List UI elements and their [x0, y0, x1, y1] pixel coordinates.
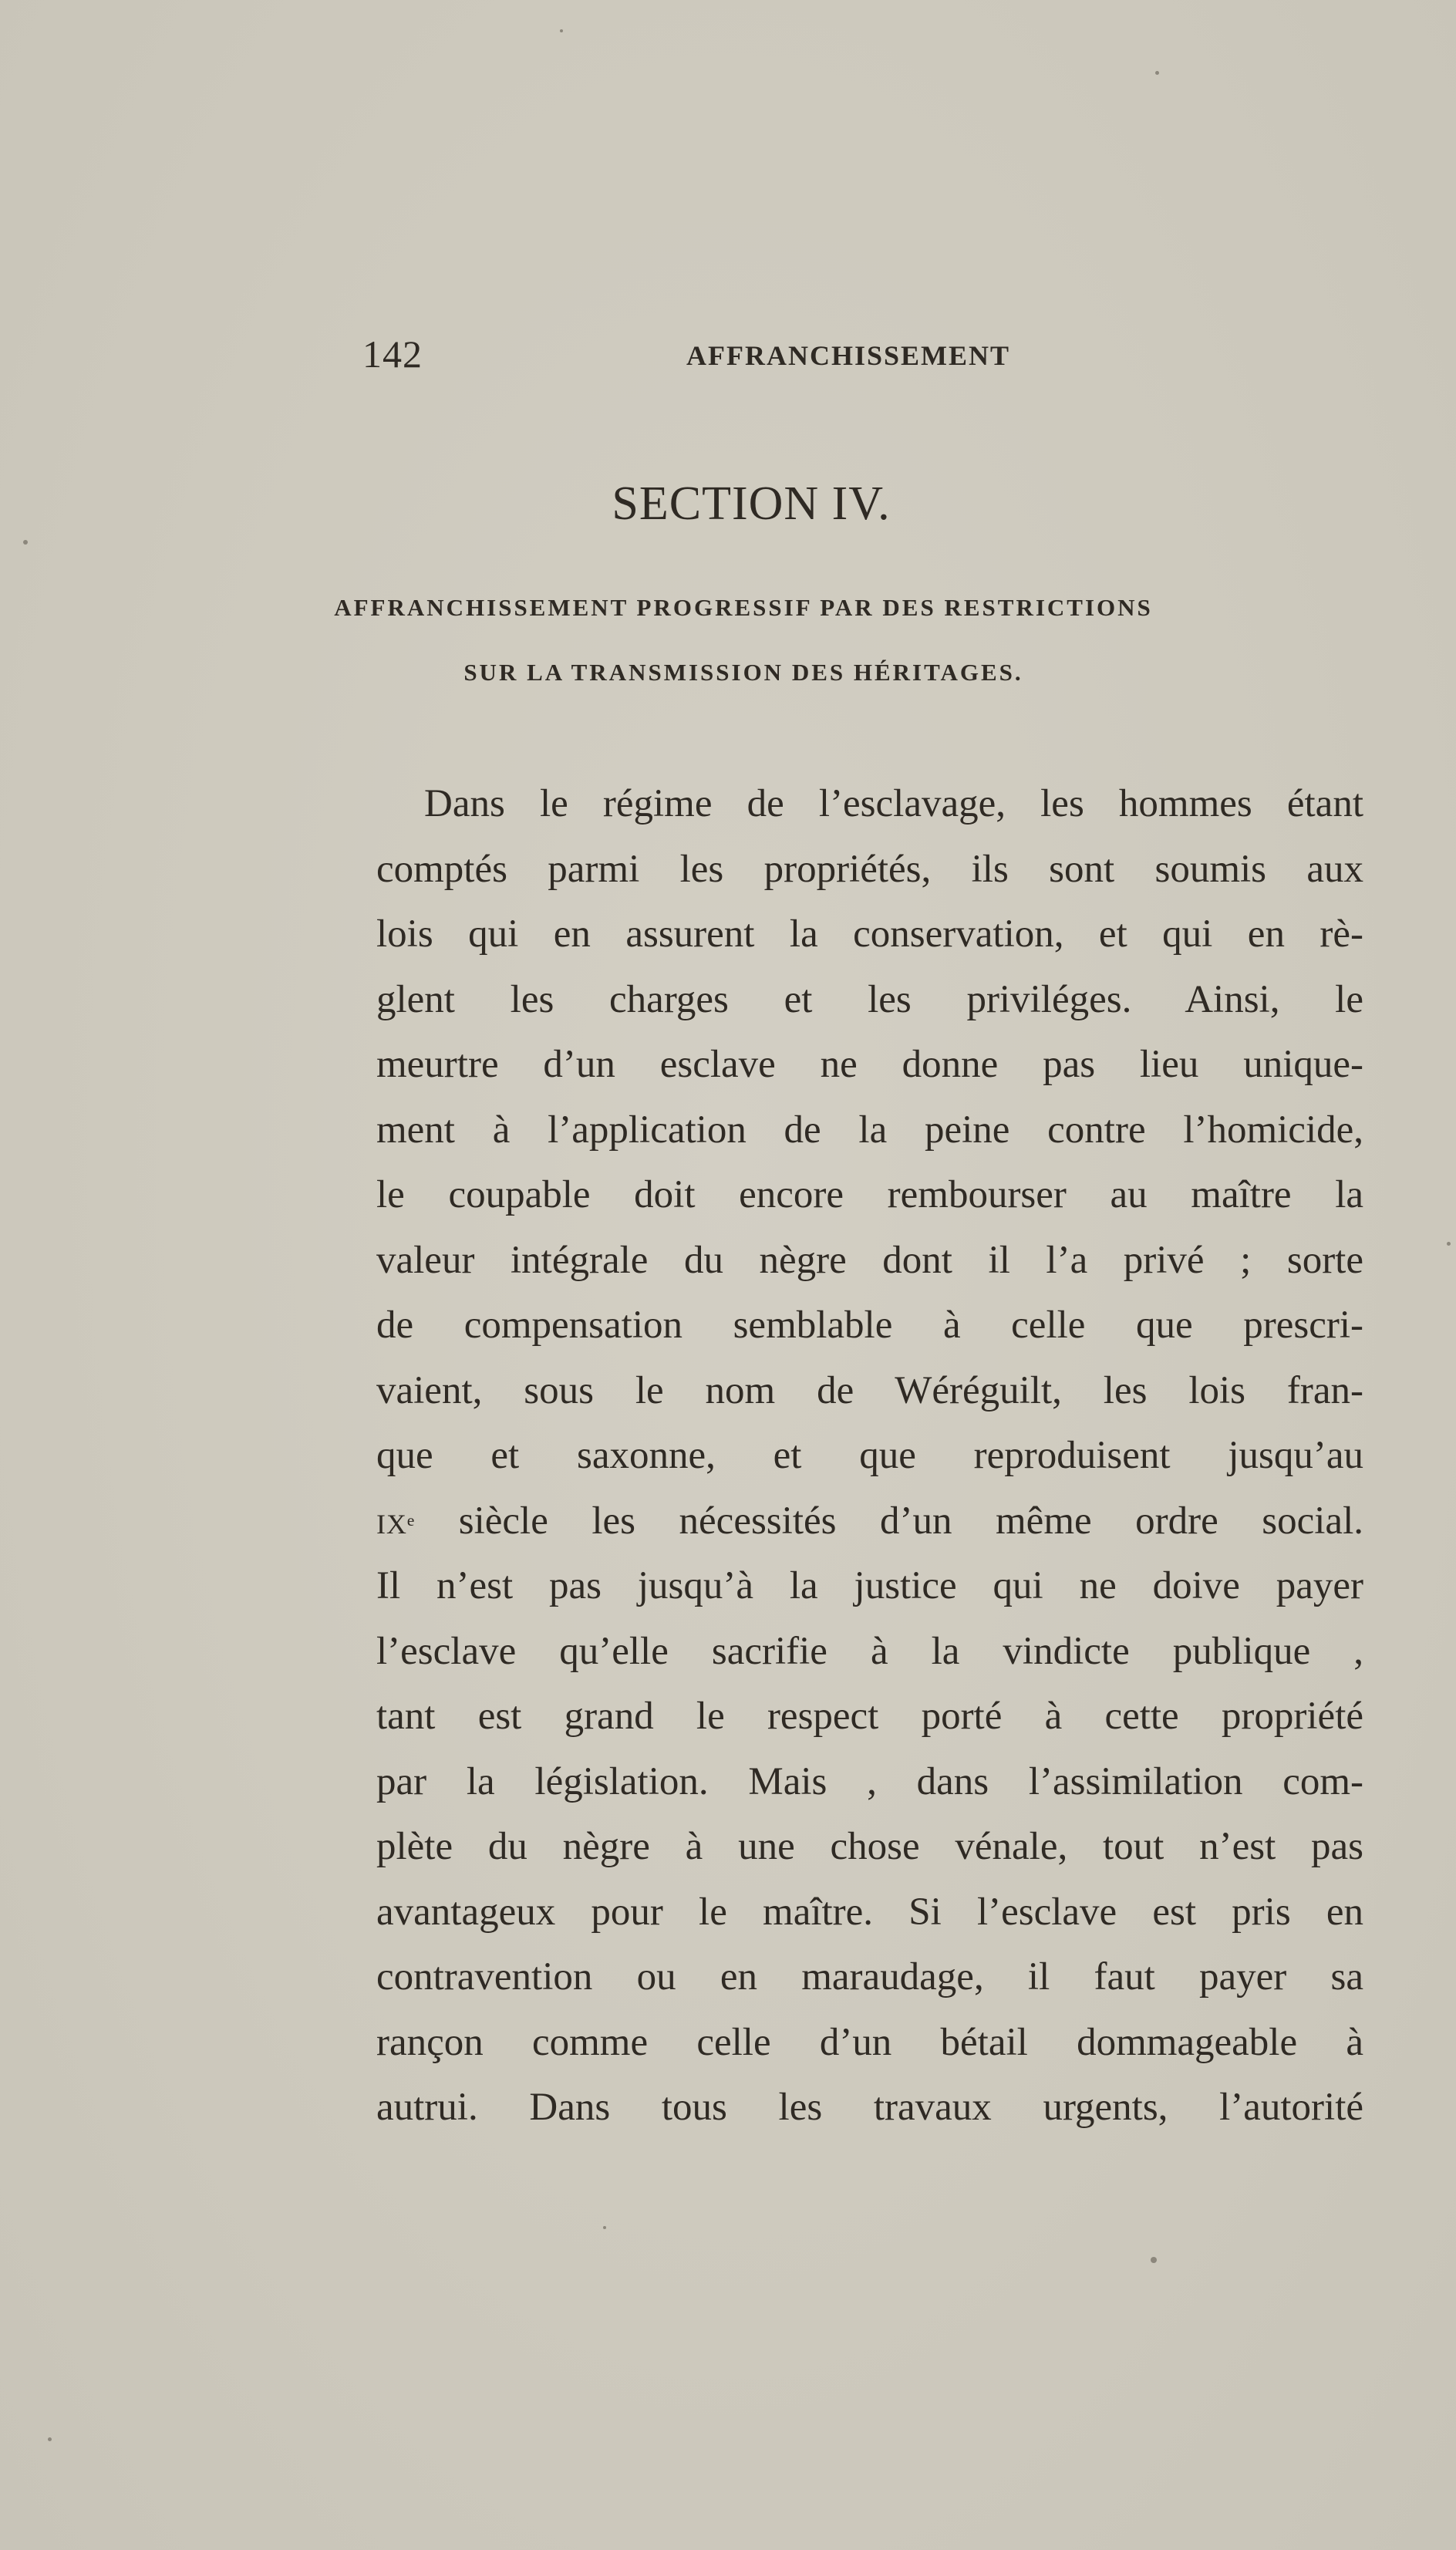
body-line: le coupable doit encore rembourser au maître la: [376, 1173, 1363, 1216]
body-line: que et saxonne, et que reproduisent jusqu’au: [376, 1434, 1363, 1477]
paper-speck: [560, 29, 563, 32]
paper-speck: [23, 540, 28, 545]
century-numeral: IXᵉ: [376, 1508, 416, 1540]
body-line: comptés parmi les propriétés, ils sont soumis aux: [376, 847, 1363, 891]
body-line: autrui. Dans tous les travaux urgents, l’autorité: [376, 2086, 1363, 2129]
body-line: rançon comme celle d’un bétail dommageable à: [376, 2020, 1363, 2064]
body-line: Il n’est pas jusqu’à la justice qui ne doive payer: [376, 1564, 1363, 1607]
running-title: AFFRANCHISSEMENT: [686, 340, 1011, 371]
body-line: valeur intégrale du nègre dont il l’a privé ; sorte: [376, 1238, 1363, 1282]
paper-speck: [1151, 2257, 1157, 2263]
paper-speck: [603, 2226, 606, 2229]
body-line: par la législation. Mais , dans l’assimilation com-: [376, 1759, 1363, 1803]
section-subtitle-line-1: AFFRANCHISSEMENT PROGRESSIF PAR DES RESTRICTIONS: [334, 594, 1153, 621]
body-line: l’esclave qu’elle sacrifie à la vindicte publique ,: [376, 1629, 1363, 1673]
section-title: SECTION IV.: [612, 477, 891, 530]
body-line: de compensation semblable à celle que prescri-: [376, 1304, 1363, 1347]
body-line: ment à l’application de la peine contre l’homicide,: [376, 1108, 1363, 1152]
body-line: Dans le régime de l’esclavage, les hommes étant: [424, 782, 1363, 825]
body-line-century: [376, 1489, 1363, 1554]
body-line: lois qui en assurent la conservation, et qui en rè-: [376, 912, 1363, 956]
body-paragraph: [376, 771, 1363, 2140]
running-head: [362, 332, 1057, 386]
paper-speck: [1155, 71, 1159, 75]
paper-speck: [1447, 1242, 1451, 1246]
page-number: 142: [362, 332, 423, 376]
body-line: contravention ou en maraudage, il faut payer sa: [376, 1955, 1363, 1999]
body-line: meurtre d’un esclave ne donne pas lieu unique-: [376, 1043, 1363, 1086]
section-subtitle-line-2: SUR LA TRANSMISSION DES HÉRITAGES.: [463, 659, 1023, 686]
body-line: plète du nègre à une chose vénale, tout n’est pas: [376, 1825, 1363, 1868]
paper-speck: [48, 2437, 52, 2441]
body-line: avantageux pour le maître. Si l’esclave est pris en: [376, 1890, 1363, 1934]
body-line-text: siècle les nécessités d’un même ordre social.: [458, 1499, 1363, 1543]
body-line: glent les charges et les priviléges. Ainsi, le: [376, 977, 1363, 1021]
body-line: tant est grand le respect porté à cette propriété: [376, 1695, 1363, 1738]
body-line: vaient, sous le nom de Wéréguilt, les lois fran-: [376, 1368, 1363, 1412]
